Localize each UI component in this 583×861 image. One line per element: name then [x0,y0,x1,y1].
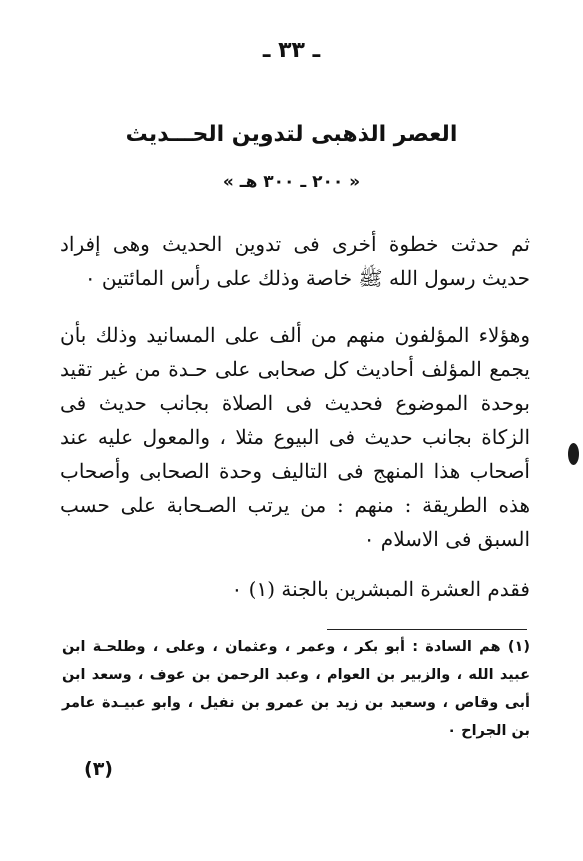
chapter-title: العصر الذهبى لتدوين الحـــديث [125,122,458,147]
body-paragraph-3: فقدم العشرة المبشرين بالجنة (١) ٠ [231,577,530,601]
signature-mark: (٣) [84,758,113,780]
body-paragraph-1: ثم حدثت خطوة أخرى فى تدوين الحديث وهى إفراد حديث رسول الله ﷺ خاصة وذلك على رأس المائتين ٠ [60,232,530,290]
chapter-date-range: « ٢٠٠ ـ ٣٠٠ هـ » [222,172,361,192]
footnote: (١) هم السادة : أبو بكر ، وعمر ، وعثمان ، وعلى ، وطلحـة ابن عبيد الله ، والزبير بن العوام ، وعبد الرحمن بن عوف ، وسعد ابن أبى وقاص ، وسعيد بن زيد بن عمرو بن نفيل ، وابو عبيـدة عامر بن الجراح ٠ [62,639,530,739]
footnote-divider [327,629,527,630]
scan-edge-blot [568,443,579,465]
page-number: ـ ٣٣ ـ [262,38,321,63]
body-paragraph-2: وهؤلاء المؤلفون منهم من ألف على المسانيد وذلك بأن يجمع المؤلف أحاديث كل صحابى على حـدة من غير تقيد بوحدة الموضوع فحديث فى الصلاة بجانب حديث فى الزكاة بجانب حديث فى البيوع مثلا ، والمعول عليه عند أصحاب هذا المنهج فى التاليف وحدة الصحابى وأصحاب هذه الطريقة : منهم : من يرتب الصـحابة على حسب السبق فى الاسلام ٠ [60,323,530,551]
